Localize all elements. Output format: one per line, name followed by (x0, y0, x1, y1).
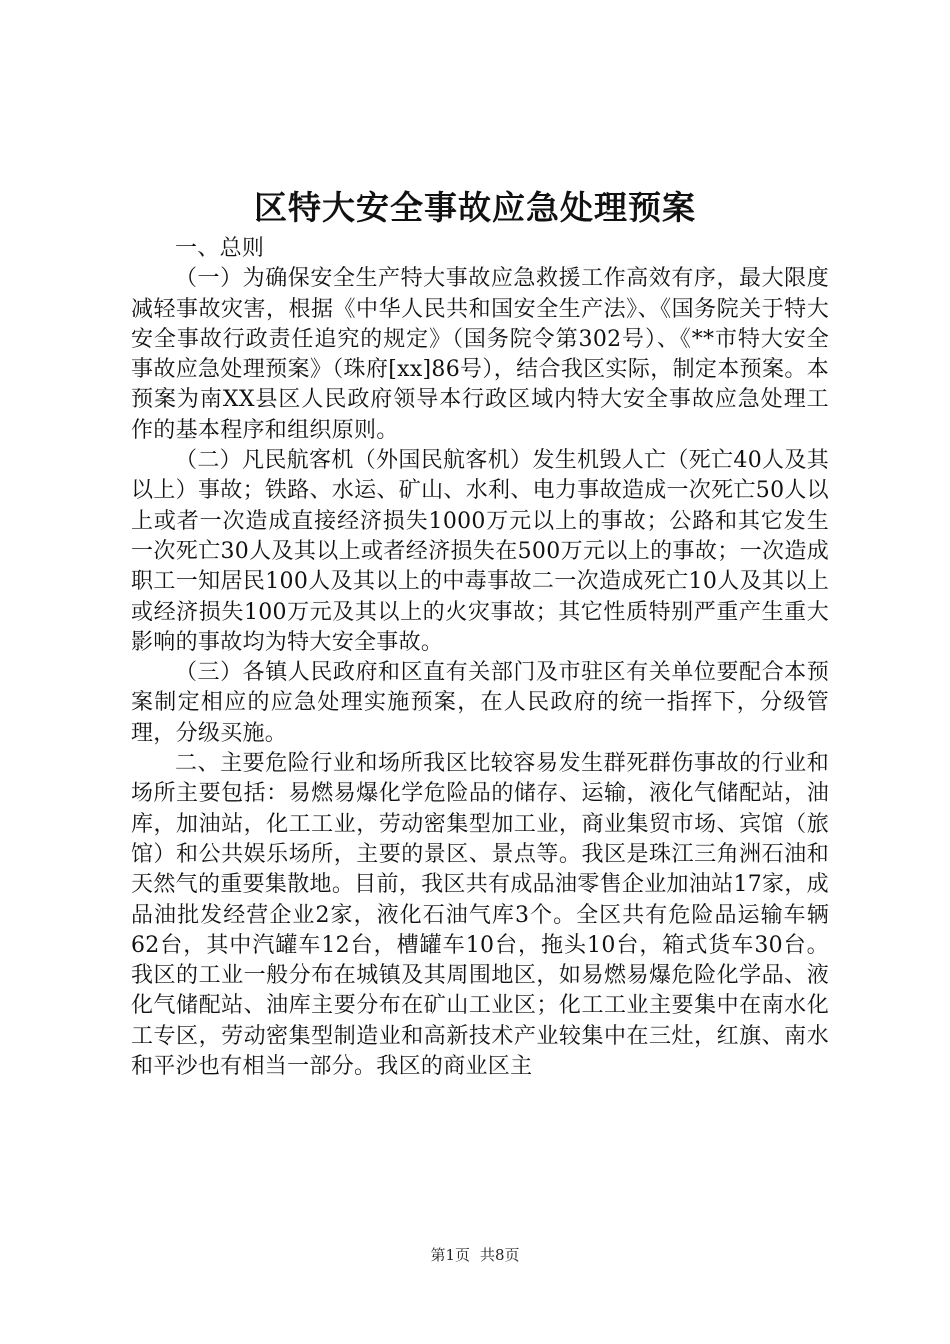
page-title: 区特大安全事故应急处理预案 (254, 188, 696, 227)
page-total: 共8页 (480, 1246, 520, 1264)
paragraph-3: （三）各镇人民政府和区直有关部门及市驻区有关单位要配合本预案制定相应的应急处理实施预案，在人民政府的统一指挥下，分级管理，分级买施。 (131, 660, 829, 746)
page-number: 第1页 (430, 1246, 470, 1264)
paragraph-2: （二）凡民航客机（外国民航客机）发生机毁人亡（死亡40人及其以上）事故；铁路、水运、矿山、水利、电力事故造成一次死亡50人以上或者一次造成直接经济损失1000万元以上的事故；公路和其它发生一次死亡30人及其以上或者经济损失在500万元以上的事故；一次造成职工一知居民100人及其以上的中毒事故二一次造成死亡10人及其以上或经济损失100万元及其以上的火灾事故；其它性质特别严重产生重大影响的事故均为特大安全事故。 (131, 448, 829, 655)
paragraph-4: 二、主要危险行业和场所我区比较容易发生群死群伤事故的行业和场所主要包括：易燃易爆化学危险品的储存、运输，液化气储配站，油库，加油站，化工工业，劳动密集型加工业，商业集贸市场、宾馆（旅馆）和公共娱乐场所，主要的景区、景点等。我区是珠江三角洲石油和天然气的重要集散地。目前，我区共有成品油零售企业加油站17家，成品油批发经营企业2家，液化石油气库3个。全区共有危险品运输车辆62台，其中汽罐车12台，槽罐车10台，拖头10台，箱式货车30台。我区的工业一般分布在城镇及其周围地区，如易燃易爆危险化学品、液化气储配站、油库主要分布在矿山工业区；化工工业主要集中在南水化工专区，劳动密集型制造业和高新技术产业较集中在三灶，红旗、南水和平沙也有相当一部分。我区的商业区主 (131, 751, 829, 1080)
section-heading-general: 一、总则 (175, 236, 265, 261)
page-footer (0, 1245, 950, 1265)
paragraph-1: （一）为确保安全生产特大事故应急救援工作高效有序，最大限度减轻事故灾害，根据《中华人民共和国安全生产法》、《国务院关于特大安全事故行政责任追究的规定》（国务院令第302号）、《**市特大安全事故应急处理预案》（珠府[xx]86号），结合我区实际，制定本预案。本预案为南XX县区人民政府领导本行政区域内特大安全事故应急处理工作的基本程序和组织原则。 (131, 266, 829, 443)
document-body (131, 234, 829, 1082)
